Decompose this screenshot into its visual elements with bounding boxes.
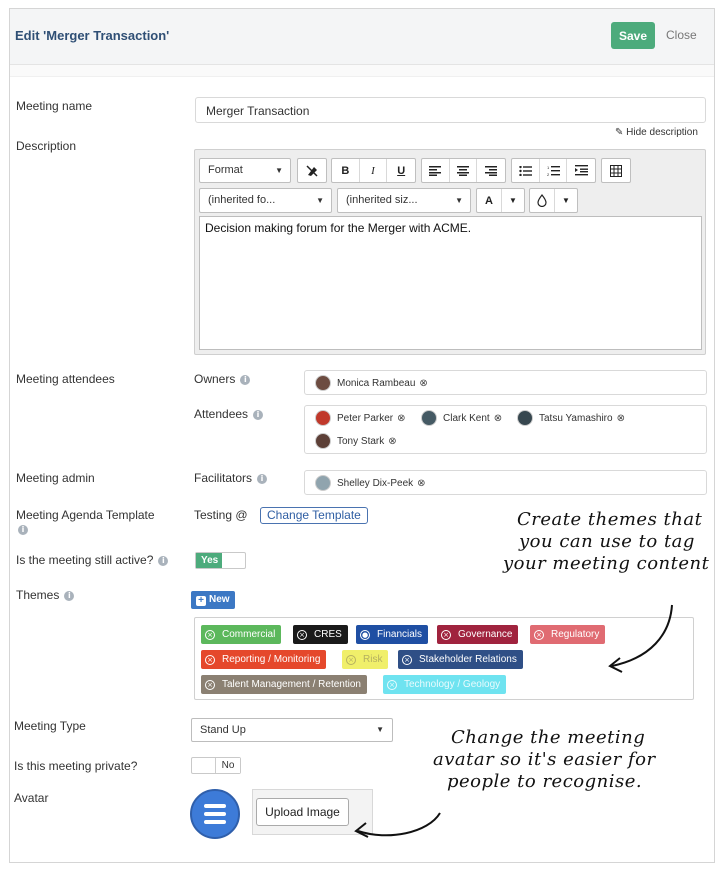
upload-image-button[interactable]: Upload Image xyxy=(256,798,349,826)
theme-name: Risk xyxy=(363,654,383,665)
avatar xyxy=(315,475,331,491)
bullet-list-icon[interactable] xyxy=(512,159,540,182)
theme-tag[interactable] xyxy=(293,625,348,644)
italic-button[interactable]: I xyxy=(360,159,388,182)
annotation-line: your meeting content xyxy=(503,553,710,574)
remove-icon[interactable]: × xyxy=(297,630,307,640)
attendee-chip xyxy=(421,410,502,426)
menu-lines-icon xyxy=(204,812,226,816)
avatar xyxy=(315,375,331,391)
agenda-template-value: Testing @ xyxy=(194,508,248,522)
private-toggle-value: No xyxy=(215,758,240,773)
meeting-type-label: Meeting Type xyxy=(14,719,86,733)
clear-format-group xyxy=(297,158,327,183)
avatar xyxy=(421,410,437,426)
attendee-name: Clark Kent xyxy=(443,412,490,424)
caret-down-icon: ▼ xyxy=(275,166,283,175)
caret-down-icon[interactable]: ▼ xyxy=(509,196,517,205)
font-family-dropdown[interactable] xyxy=(199,188,332,213)
remove-icon[interactable]: × xyxy=(387,680,397,690)
attendee-name: Tatsu Yamashiro xyxy=(539,412,613,424)
owners-field[interactable] xyxy=(304,370,707,395)
avatar xyxy=(315,433,331,449)
theme-name: Talent Management / Retention xyxy=(222,679,361,690)
attendee-chip xyxy=(315,433,397,449)
info-icon: i xyxy=(64,591,74,601)
indent-icon[interactable] xyxy=(567,159,595,182)
menu-lines-icon xyxy=(204,804,226,808)
private-toggle[interactable] xyxy=(191,757,241,774)
theme-tag[interactable] xyxy=(530,625,605,644)
avatar-label: Avatar xyxy=(14,791,49,805)
meeting-name-label: Meeting name xyxy=(16,99,93,113)
globe-icon[interactable]: ● xyxy=(361,631,369,639)
remove-icon[interactable]: × xyxy=(205,655,215,665)
remove-icon[interactable]: × xyxy=(205,630,215,640)
theme-tag[interactable] xyxy=(201,650,326,669)
private-label: Is this meeting private? xyxy=(14,759,138,773)
themes-label xyxy=(16,588,74,602)
info-icon: i xyxy=(253,410,263,420)
info-icon: i xyxy=(18,525,28,535)
bold-button[interactable]: B xyxy=(332,159,360,182)
attendees-label-text: Attendees xyxy=(194,407,249,421)
facilitators-field[interactable] xyxy=(304,470,707,495)
theme-tag[interactable] xyxy=(201,625,281,644)
hide-description-link[interactable] xyxy=(615,127,698,138)
align-left-icon[interactable] xyxy=(422,159,450,182)
svg-text:1: 1 xyxy=(546,165,549,170)
hide-description-label: Hide description xyxy=(626,127,698,138)
pencil-icon: ✎ xyxy=(615,127,624,138)
theme-name: Regulatory xyxy=(551,629,600,640)
caret-down-icon: ▼ xyxy=(455,196,463,205)
remove-icon[interactable]: ⊗ xyxy=(397,412,406,424)
header-divider xyxy=(10,65,714,77)
theme-name: Technology / Geology xyxy=(404,679,501,690)
agenda-template-label: Meeting Agenda Template xyxy=(16,508,155,522)
font-size-dropdown[interactable] xyxy=(337,188,471,213)
attendee-chip xyxy=(517,410,625,426)
attendee-chip xyxy=(315,410,406,426)
theme-tag[interactable] xyxy=(437,625,518,644)
caret-down-icon[interactable]: ▼ xyxy=(562,196,570,205)
owner-chip xyxy=(315,375,428,391)
active-toggle-value: Yes xyxy=(196,553,222,568)
text-color-group xyxy=(476,188,525,213)
facilitator-name: Shelley Dix-Peek xyxy=(337,477,414,489)
remove-icon[interactable]: ⊗ xyxy=(388,435,397,447)
meeting-type-value: Stand Up xyxy=(200,724,246,736)
menu-lines-icon xyxy=(204,820,226,824)
theme-tag[interactable] xyxy=(383,675,506,694)
meeting-admin-label: Meeting admin xyxy=(16,471,95,485)
remove-icon[interactable]: × xyxy=(402,655,412,665)
new-theme-button[interactable] xyxy=(191,591,235,609)
plus-icon: + xyxy=(196,596,206,606)
text-style-group xyxy=(331,158,416,183)
table-group xyxy=(601,158,631,183)
meeting-type-select[interactable] xyxy=(191,718,393,742)
info-icon: i xyxy=(158,556,168,566)
remove-icon[interactable]: × xyxy=(534,630,544,640)
active-label-text: Is the meeting still active? xyxy=(16,553,154,567)
annotation-line: Change the meeting xyxy=(451,727,646,748)
theme-name: Stakeholder Relations xyxy=(419,654,517,665)
theme-tag[interactable] xyxy=(356,625,428,644)
svg-text:2: 2 xyxy=(546,172,549,176)
caret-down-icon: ▼ xyxy=(316,196,324,205)
align-group xyxy=(421,158,506,183)
save-button[interactable]: Save xyxy=(611,22,655,49)
theme-tag[interactable] xyxy=(342,650,388,669)
remove-icon[interactable]: ⊗ xyxy=(417,477,426,489)
remove-icon[interactable]: ⊗ xyxy=(419,377,428,389)
owners-label-text: Owners xyxy=(194,372,236,386)
align-right-icon[interactable] xyxy=(477,159,505,182)
font-size-label: (inherited siz... xyxy=(346,194,418,206)
dialog-header xyxy=(10,9,714,65)
remove-icon[interactable]: × xyxy=(346,655,356,665)
remove-icon[interactable]: ⊗ xyxy=(616,412,625,424)
info-icon: i xyxy=(240,375,250,385)
format-dropdown-label: Format xyxy=(208,164,243,176)
theme-name: Governance xyxy=(458,629,513,640)
info-icon: i xyxy=(257,474,267,484)
font-family-label: (inherited fo... xyxy=(208,194,276,206)
annotation-line: Create themes that xyxy=(517,509,703,530)
facilitator-chip xyxy=(315,475,426,491)
themes-label-text: Themes xyxy=(16,588,60,602)
annotation-arrow-icon xyxy=(600,600,680,675)
rich-text-editor xyxy=(194,149,706,355)
theme-tag[interactable] xyxy=(398,650,523,669)
theme-name: Commercial xyxy=(222,629,276,640)
remove-icon[interactable]: × xyxy=(205,680,215,690)
theme-name: Reporting / Monitoring xyxy=(222,654,321,665)
remove-icon[interactable]: ⊗ xyxy=(493,412,503,424)
annotation-line: you can use to tag xyxy=(519,531,695,552)
attendee-name: Peter Parker xyxy=(337,412,394,424)
avatar xyxy=(517,410,533,426)
align-center-icon[interactable] xyxy=(450,159,478,182)
theme-name: CRES xyxy=(314,629,342,640)
avatar-annotation xyxy=(433,727,656,793)
attendees-label xyxy=(194,407,263,421)
theme-tag[interactable] xyxy=(201,675,367,694)
list-group xyxy=(511,158,596,183)
annotation-line: avatar so it's easier for xyxy=(433,749,656,770)
new-theme-label: New xyxy=(209,594,230,605)
fill-drop-icon[interactable] xyxy=(530,189,555,212)
attendees-field[interactable] xyxy=(304,405,707,454)
close-button[interactable]: Close xyxy=(666,28,697,42)
meeting-name-input[interactable]: Merger Transaction xyxy=(195,97,706,123)
underline-button[interactable]: U xyxy=(397,164,406,177)
theme-name: Financials xyxy=(377,629,423,640)
format-dropdown[interactable] xyxy=(199,158,291,183)
active-toggle[interactable] xyxy=(195,552,246,569)
dialog-title: Edit 'Merger Transaction' xyxy=(15,28,170,43)
table-icon[interactable] xyxy=(602,159,630,182)
meeting-avatar xyxy=(190,789,240,839)
text-color-button[interactable]: A xyxy=(477,189,502,212)
clear-format-icon[interactable] xyxy=(298,159,326,182)
owner-name: Monica Rambeau xyxy=(337,377,416,389)
background-color-group xyxy=(529,188,578,213)
facilitators-label xyxy=(194,471,267,485)
change-template-button[interactable]: Change Template xyxy=(260,507,368,524)
remove-icon[interactable]: × xyxy=(441,630,451,640)
annotation-line: people to recognise. xyxy=(447,771,643,792)
facilitators-label-text: Facilitators xyxy=(194,471,253,485)
caret-down-icon: ▼ xyxy=(376,725,384,734)
attendee-name: Tony Stark xyxy=(337,435,385,447)
avatar xyxy=(315,410,331,426)
description-editor-content[interactable]: Decision making forum for the Merger with ACME. xyxy=(199,216,702,350)
themes-annotation xyxy=(503,509,710,575)
active-label xyxy=(16,553,168,567)
annotation-arrow-icon xyxy=(348,805,448,845)
description-label: Description xyxy=(16,139,77,153)
meeting-attendees-label: Meeting attendees xyxy=(16,372,115,386)
numbered-list-icon[interactable] xyxy=(540,159,568,182)
owners-label xyxy=(194,372,250,386)
